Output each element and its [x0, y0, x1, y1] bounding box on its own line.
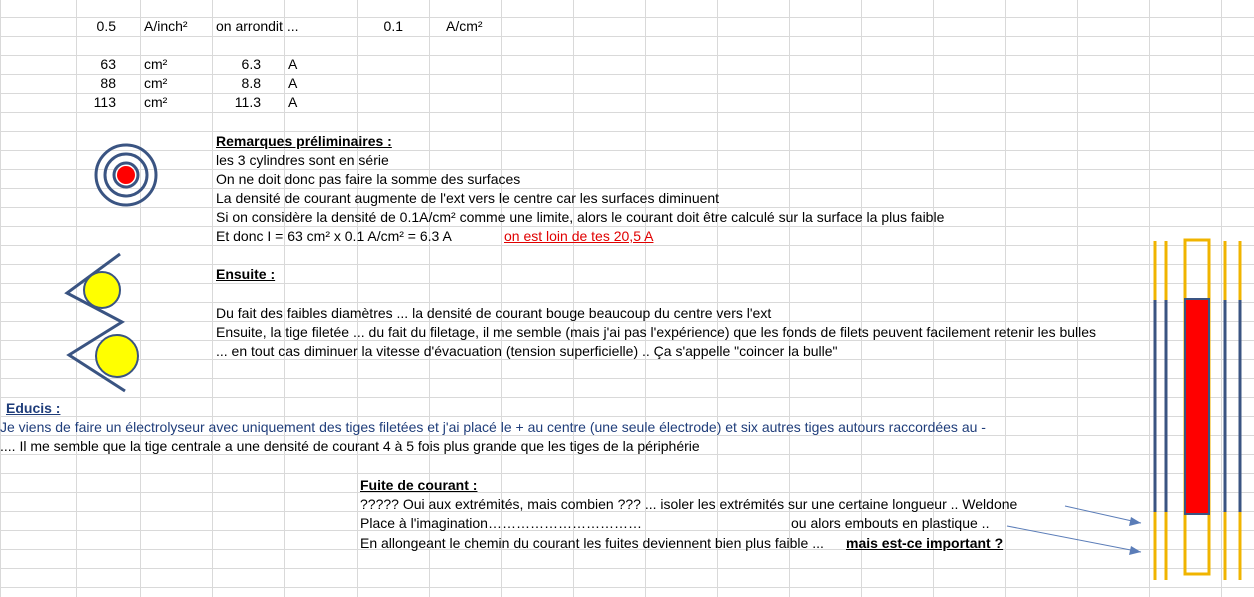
current-unit[interactable]: A — [288, 75, 298, 91]
surface-unit[interactable]: cm² — [144, 56, 168, 72]
current-value[interactable]: 11.3 — [234, 94, 261, 110]
red-note[interactable]: on est loin de tes 20,5 A — [504, 228, 654, 244]
thread-bubbles-diagram[interactable] — [67, 254, 138, 391]
surface-value[interactable]: 113 — [93, 94, 116, 110]
concentric-cylinders-icon[interactable] — [96, 145, 156, 205]
fuite-line[interactable]: ????? Oui aux extrémités, mais combien ??? ... isoler les extrémités sur une certaine longueur .. Weldone — [360, 496, 1018, 512]
arrow-icon — [1065, 506, 1141, 526]
ensuite-heading[interactable]: Ensuite : — [216, 266, 276, 282]
remarque-line[interactable]: La densité de courant augmente de l'ext vers le centre car les surfaces diminuent — [216, 190, 720, 206]
surface-value[interactable]: 63 — [100, 56, 116, 72]
current-unit[interactable]: A — [288, 94, 298, 110]
ensuite-line[interactable]: Ensuite, la tige filetée ... du fait du filetage, il me semble (mais j'ai pas l'expérience) que les fonds de filets peuvent facilement retenir les bulles — [216, 324, 1097, 340]
density-value[interactable]: 0.5 — [96, 18, 116, 34]
ensuite-line[interactable]: Du fait des faibles diamètres ... la densité de courant bouge beaucoup du centre vers l'ext — [216, 305, 772, 321]
electrolyser-rods-diagram[interactable] — [1155, 240, 1240, 580]
rounded-density-value[interactable]: 0.1 — [383, 18, 403, 34]
surface-value[interactable]: 88 — [100, 75, 116, 91]
remarque-line[interactable]: On ne doit donc pas faire la somme des surfaces — [216, 171, 521, 187]
current-value[interactable]: 6.3 — [241, 56, 261, 72]
current-unit[interactable]: A — [288, 56, 298, 72]
fuite-line[interactable]: Place à l'imagination…………………………… — [360, 515, 642, 531]
remarque-line[interactable]: Et donc I = 63 cm² x 0.1 A/cm² = 6.3 A — [216, 228, 452, 244]
remarque-line[interactable]: Si on considère la densité de 0.1A/cm² comme une limite, alors le courant doit être calculé sur la surface la plus faible — [216, 209, 945, 225]
fuite-line[interactable]: En allongeant le chemin du courant les fuites deviennent bien plus faible ... — [360, 535, 824, 551]
rounding-note[interactable]: on arrondit ... — [216, 18, 299, 34]
arrow-icon — [1007, 526, 1141, 555]
fuite-heading[interactable]: Fuite de courant : — [360, 477, 478, 493]
importance-question[interactable]: mais est-ce important ? — [846, 535, 1004, 551]
surface-unit[interactable]: cm² — [144, 94, 168, 110]
density-unit[interactable]: A/inch² — [144, 18, 188, 34]
educis-line[interactable]: Je viens de faire un électrolyseur avec uniquement des tiges filetées et j'ai placé le + au centre (une seule électrode) et six autres tiges autours raccordées au - — [0, 419, 986, 435]
ensuite-line[interactable]: ... en tout cas diminuer la vitesse d'évacuation (tension superficielle) .. Ça s'appelle "coincer la bulle" — [216, 343, 838, 359]
rounded-density-unit[interactable]: A/cm² — [446, 18, 483, 34]
current-value[interactable]: 8.8 — [241, 75, 261, 91]
fuite-line[interactable]: ou alors embouts en plastique .. — [791, 515, 990, 531]
educis-line[interactable]: .... Il me semble que la tige centrale a une densité de courant 4 à 5 fois plus grande que les tiges de la périphérie — [0, 438, 700, 454]
surface-unit[interactable]: cm² — [144, 75, 168, 91]
educis-heading[interactable]: Educis : — [6, 400, 61, 416]
remarques-heading[interactable]: Remarques préliminaires : — [216, 133, 392, 149]
remarque-line[interactable]: les 3 cylindres sont en série — [216, 152, 389, 168]
